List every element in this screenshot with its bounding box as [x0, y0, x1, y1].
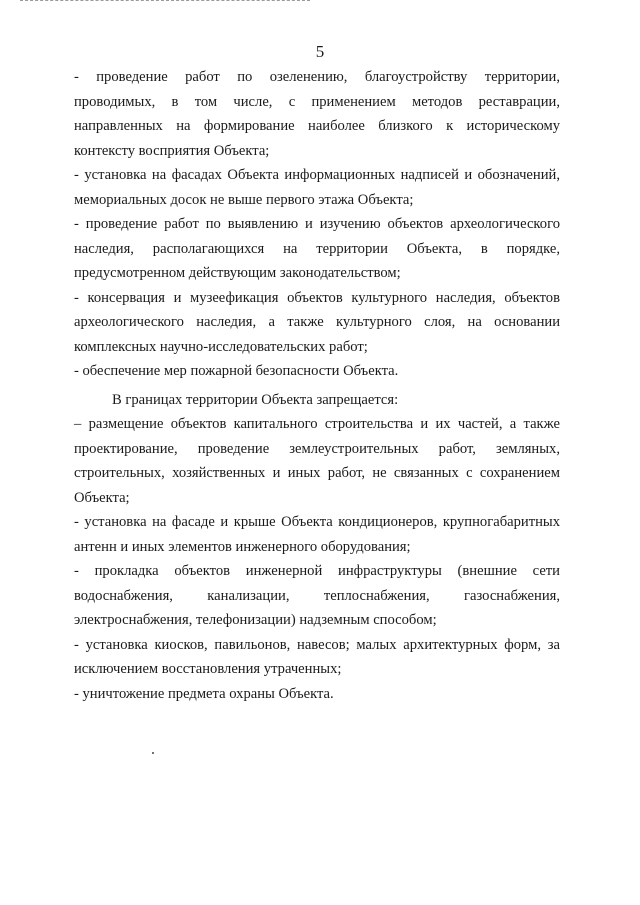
list-item-kiosks: - установка киосков, павильонов, навесов; малых архитектурных форм, за исключением восстановления утраченных; [74, 636, 560, 677]
list-item-air-conditioners: - установка на фасаде и крыше Объекта кондиционеров, крупногабаритных антенн и иных элементов инженерного оборудования; [74, 514, 560, 555]
top-scan-rule [20, 0, 310, 1]
list-item-protection-subject: - уничтожение предмета охраны Объекта. [74, 685, 334, 702]
list-item-facade-plaques: - установка на фасадах Объекта информационных надписей и обозначений, мемориальных досок не выше первого этажа Объекта; [74, 167, 560, 208]
list-item-capital-construction: – размещение объектов капитального строительства и их частей, а также проектирование, проведение землеустроительных работ, земляных, строительных, хозяйственных и иных работ, не связанных с сохранением Объекта; [74, 416, 560, 506]
list-item-conservation: - консервация и музеефикация объектов культурного наследия, объектов археологического наследия, а также культурного слоя, на основании комплексных научно-исследовательских работ; [74, 289, 560, 355]
list-item-greening-works: - проведение работ по озеленению, благоустройству территории, проводимых, в том числе, с применением методов реставрации, направленных на формирование наиболее близкого к историческому контексту восприятия Объекта; [74, 69, 560, 159]
scan-speck [152, 752, 154, 754]
prohibited-heading: В границах территории Объекта запрещается: [112, 391, 399, 408]
list-item-archaeology-survey: - проведение работ по выявлению и изучению объектов археологического наследия, располагающихся на территории Объекта, в порядке, предусмотренном действующим законодательством; [74, 216, 560, 281]
page-number: 5 [315, 42, 325, 61]
document-body [74, 65, 560, 706]
list-item-overhead-utilities: - прокладка объектов инженерной инфраструктуры (внешние сети водоснабжения, канализации, теплоснабжения, газоснабжения, электроснабжения, телефонизации) надземным способом; [74, 563, 560, 628]
list-item-fire-safety: - обеспечение мер пожарной безопасности Объекта. [74, 363, 399, 379]
